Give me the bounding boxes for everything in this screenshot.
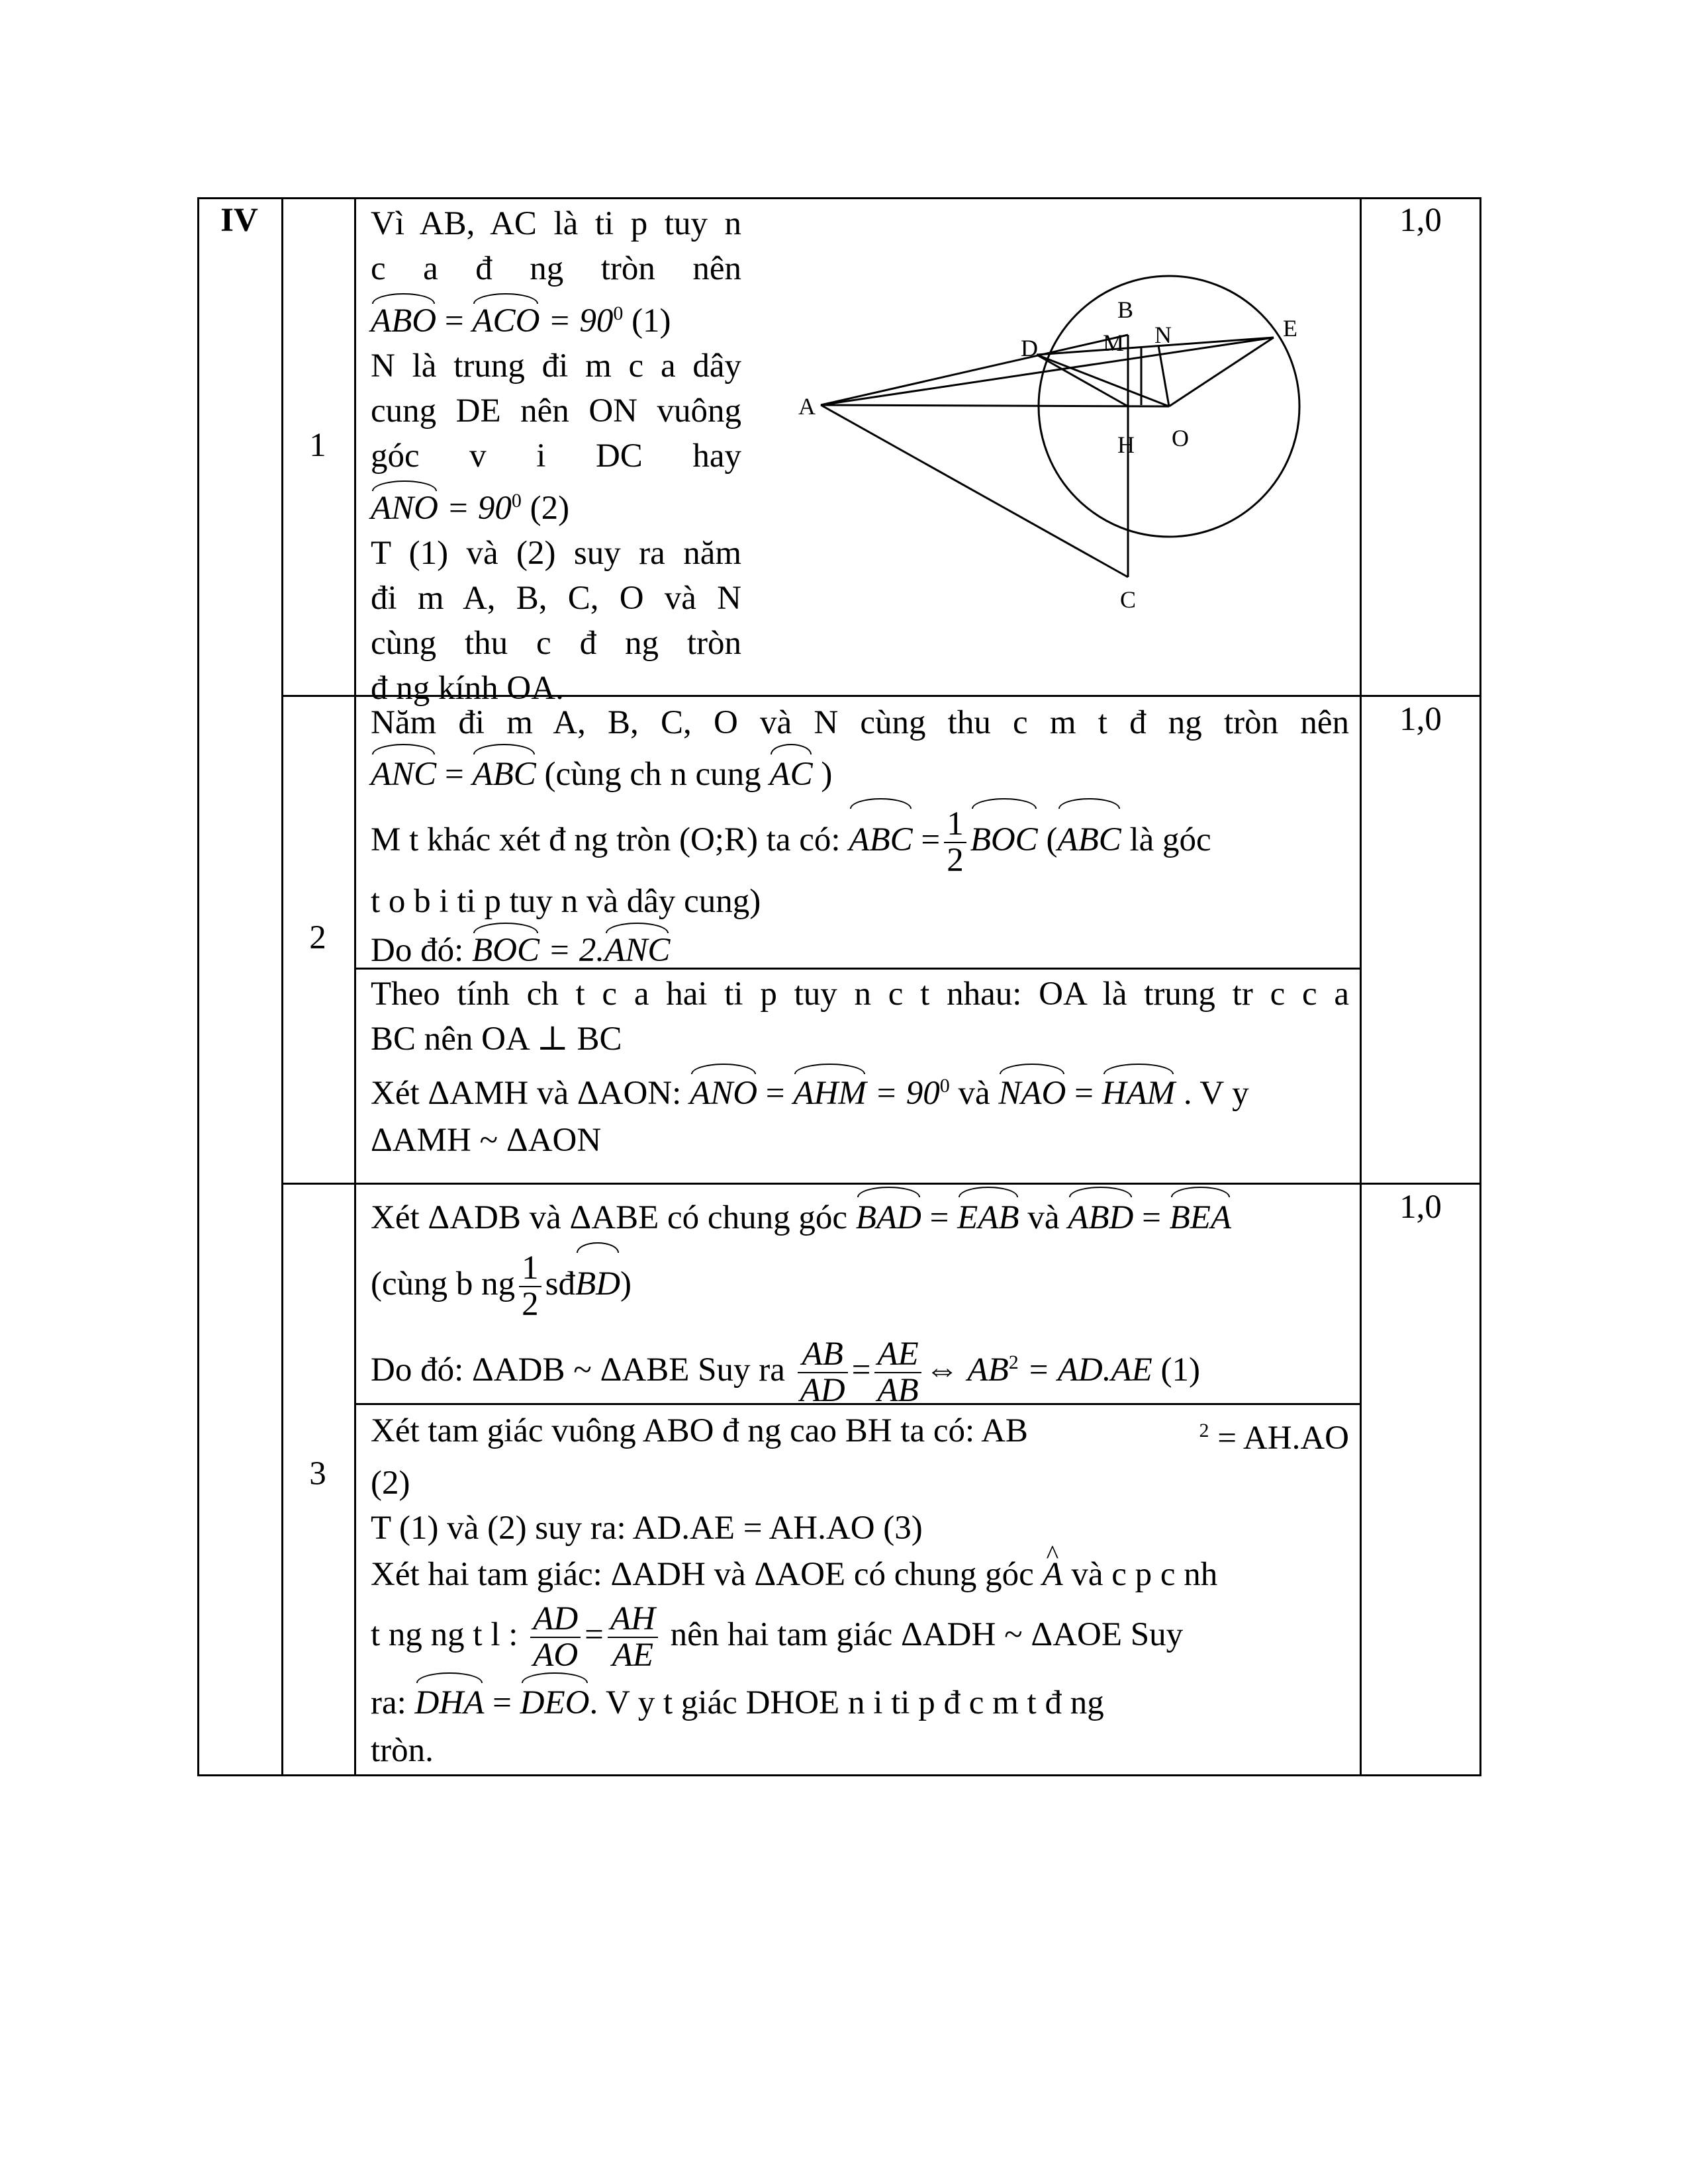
equals-sign: =: [929, 1199, 949, 1236]
row-3-equation: [371, 1188, 1349, 1244]
label-O: O: [1172, 425, 1189, 451]
fraction-AD-AO: [530, 1602, 581, 1674]
row-2-part-b: [371, 972, 1349, 1163]
iff-symbol: ⇔: [925, 1351, 959, 1388]
fraction-denominator: 2: [947, 842, 964, 880]
row-2-line: ΔAMH ~ ΔAON: [371, 1122, 602, 1159]
angle-DHA: DHA: [415, 1674, 485, 1728]
row-3-text: . V y t giác DHOE n i ti p đ c m t đ ng: [589, 1684, 1104, 1721]
degree-sup: 0: [939, 1075, 950, 1097]
row-3-part-a: [371, 1188, 1349, 1410]
equals-sign: =: [492, 1684, 512, 1721]
angle-BOC: BOC: [970, 799, 1038, 876]
row-3-score: 1,0: [1399, 1189, 1442, 1226]
row-1-line: cung DE nên ON vuông: [371, 392, 741, 430]
equals-sign: =: [585, 1616, 604, 1653]
label-H: H: [1117, 432, 1135, 458]
equals-sign: =: [1142, 1199, 1161, 1236]
row-1-line: Vì AB, AC là ti p tuy n: [371, 205, 741, 242]
row-1-line: T (1) và (2) suy ra năm: [371, 535, 741, 572]
fraction-numerator: AH: [608, 1602, 658, 1639]
angle-AHM: AHM: [793, 1065, 866, 1118]
row-1-score: 1,0: [1399, 202, 1442, 239]
tag-1: (1): [632, 302, 671, 340]
row-1-line: c a đ ng tròn nên: [371, 250, 741, 287]
row-3-equation: [371, 1323, 1349, 1410]
label-B: B: [1117, 296, 1134, 323]
label-E: E: [1283, 315, 1297, 341]
row-3-text: Do đó: ΔADB ~ ΔABE Suy ra: [371, 1351, 785, 1388]
degree-sup: 0: [511, 490, 522, 512]
angle-ABC: ABC: [472, 745, 536, 799]
angle-HAM: HAM: [1102, 1065, 1175, 1118]
row-2-text: M t khác xét đ ng tròn (O;R) ta có:: [371, 821, 841, 858]
row-1-equation: [371, 478, 741, 531]
angle-ABO: ABO: [371, 295, 436, 343]
degree-sup: 0: [613, 302, 624, 324]
segment-DH: [1037, 355, 1128, 406]
row-2-equation: [371, 924, 1349, 973]
fraction-numerator: 1: [519, 1251, 541, 1288]
row-3-text: ra:: [371, 1684, 406, 1721]
table-border-number: [354, 197, 356, 1776]
angle-NAO: NAO: [998, 1065, 1066, 1118]
row-2-equation: [371, 799, 1349, 879]
square-sup: 2: [1008, 1351, 1019, 1373]
angle-ACO: ACO: [472, 295, 539, 343]
row-2-line: Năm đi m A, B, C, O và N cùng thu c m t đ ng tròn nên: [371, 704, 1349, 741]
equals-sign: =: [1074, 1075, 1094, 1112]
row-2-score: 1,0: [1399, 701, 1442, 738]
row-3-equation: [371, 1674, 1349, 1728]
label-D: D: [1021, 335, 1038, 361]
row-2-text: (cùng ch n cung: [544, 756, 761, 793]
row-2-text: . V y: [1183, 1075, 1249, 1112]
row-3-equation: [371, 1408, 1349, 1461]
tangent-AB: [821, 335, 1128, 405]
row-3-equation: [371, 1244, 1349, 1323]
paren-open: (: [1046, 821, 1058, 858]
angle-ABC: ABC: [849, 799, 912, 876]
equals-sign: =: [921, 821, 941, 858]
fraction-one-half: [519, 1251, 541, 1323]
angle-ABD: ABD: [1068, 1188, 1133, 1244]
label-N: N: [1154, 322, 1172, 348]
row-3-text: sđ: [545, 1265, 575, 1302]
table-border-bottom: [197, 1774, 1481, 1776]
table-border-top: [197, 197, 1481, 199]
row-3-text: và c p c nh: [1071, 1556, 1218, 1593]
row-2-equation: [371, 1062, 1349, 1118]
row-1-equation: ABO = ACO = $90^0$ (1): [371, 291, 741, 343]
angle-ANC: ANC: [371, 745, 436, 799]
term-AD-AE: = AD.AE: [1027, 1351, 1152, 1388]
row-3-number: 3: [309, 1455, 326, 1492]
row-3-text: Xét tam giác vuông ABO đ ng cao BH ta có: AB: [371, 1412, 1028, 1449]
fraction-one-half: [944, 807, 966, 879]
angle-ABC: ABC: [1057, 799, 1121, 876]
arc-AC: AC: [769, 745, 812, 799]
fraction-denominator: 2: [522, 1286, 539, 1324]
angle-ANO: ANO: [690, 1065, 757, 1118]
angle-A: ^ A: [1042, 1551, 1062, 1598]
fraction-AH-AE: [608, 1602, 658, 1674]
row-2-line: t o b i ti p tuy n và dây cung): [371, 882, 761, 920]
equals-90: = 90: [446, 490, 512, 527]
row-2-text: và: [958, 1075, 990, 1112]
row-2-equation: [371, 745, 1349, 799]
row-2-text: Do đó:: [371, 931, 464, 969]
angle-DEO: DEO: [520, 1674, 590, 1728]
secant-ADE: [821, 338, 1274, 405]
row-2-line: Theo tính ch t c a hai ti p tuy n c t nhau: OA là trung tr c c a: [371, 976, 1349, 1013]
row-1-number: 1: [309, 427, 326, 464]
row-3-text: nên hai tam giác ΔADH ~ ΔAOE Suy: [670, 1616, 1184, 1653]
tag-2: (2): [530, 490, 570, 527]
row-3-text: Xét ΔADB và ΔABE có chung góc: [371, 1199, 847, 1236]
table-border-left: [197, 197, 199, 1776]
row-2-text: Xét ΔAMH và ΔAON:: [371, 1075, 682, 1112]
tangent-AC: [821, 405, 1128, 577]
row-1-line: đ ng kính OA.: [371, 670, 564, 707]
row-2-text: là góc: [1129, 821, 1211, 858]
angle-EAB: EAB: [957, 1188, 1019, 1244]
fraction-denominator: AO: [533, 1637, 579, 1674]
row-2-line: BC nên OA ⊥ BC: [371, 1021, 622, 1058]
angle-ANO: ANO: [371, 482, 438, 531]
fraction-numerator: AD: [530, 1602, 581, 1639]
equals-90: = 90: [548, 302, 614, 340]
row-3-text: t ng ng t l :: [371, 1616, 518, 1653]
term-AB: AB: [967, 1351, 1009, 1388]
row-3-text: = AH.AO: [1217, 1420, 1349, 1457]
answer-table: [197, 197, 1481, 1776]
label-M: M: [1103, 330, 1125, 356]
row-3-line: tròn.: [371, 1731, 434, 1769]
fraction-numerator: AE: [874, 1337, 921, 1374]
square-sup: 2: [1199, 1420, 1209, 1441]
row-3-equation: [371, 1551, 1349, 1598]
row-2-number: 2: [309, 919, 326, 956]
tag-1: (1): [1160, 1351, 1200, 1388]
fraction-AB-AD: [798, 1337, 848, 1409]
table-border-right: [1479, 197, 1481, 1776]
fraction-denominator: AE: [612, 1637, 654, 1674]
segment-EO: [1169, 338, 1274, 406]
row-3-text: (cùng b ng: [371, 1265, 516, 1302]
fraction-AE-AB: [874, 1337, 921, 1409]
row-3-text: và: [1027, 1199, 1060, 1236]
geometry-figure: [786, 237, 1329, 647]
row-divider-2-3: [281, 1183, 1481, 1185]
fraction-numerator: AB: [798, 1337, 848, 1374]
segment-AO: [821, 405, 1169, 406]
row-3-line: (2): [371, 1465, 410, 1502]
row-1-solution: [371, 201, 741, 711]
row-1-line: cùng thu c đ ng tròn: [371, 625, 741, 662]
row-3-part-b: [371, 1408, 1349, 1773]
paren-close: ): [620, 1265, 632, 1302]
fraction-denominator: AD: [800, 1372, 845, 1410]
table-border-content: [1360, 197, 1362, 1776]
equals-2: = 2.: [547, 931, 605, 969]
row-1-line: góc v i DC hay: [371, 437, 741, 475]
angle-BAD: BAD: [856, 1188, 921, 1244]
row-3-text: Xét hai tam giác: ΔADH và ΔAOE có chung góc: [371, 1556, 1034, 1593]
label-A: A: [798, 393, 816, 420]
row-1-line: N là trung đi m c a dây: [371, 347, 741, 385]
equals-sign: =: [444, 756, 464, 793]
fraction-denominator: AB: [877, 1372, 919, 1410]
paren-close: ): [821, 756, 833, 793]
fraction-numerator: 1: [944, 807, 966, 844]
part-label: IV: [220, 202, 258, 239]
arc-BD: BD: [575, 1244, 620, 1320]
equals-sign: =: [765, 1075, 785, 1112]
angle-BOC: BOC: [472, 924, 539, 973]
equals-sign: =: [851, 1351, 871, 1388]
row-3-line: T (1) và (2) suy ra: AD.AE = AH.AO (3): [371, 1510, 923, 1547]
row-1-line: đi m A, B, C, O và N: [371, 580, 741, 617]
angle-ANC: ANC: [604, 924, 670, 973]
label-C: C: [1120, 586, 1137, 613]
equals-90: = 90: [874, 1075, 940, 1112]
angle-BEA: BEA: [1170, 1188, 1231, 1244]
row-3-equation: [371, 1598, 1349, 1674]
row-2-part-a: [371, 700, 1349, 973]
